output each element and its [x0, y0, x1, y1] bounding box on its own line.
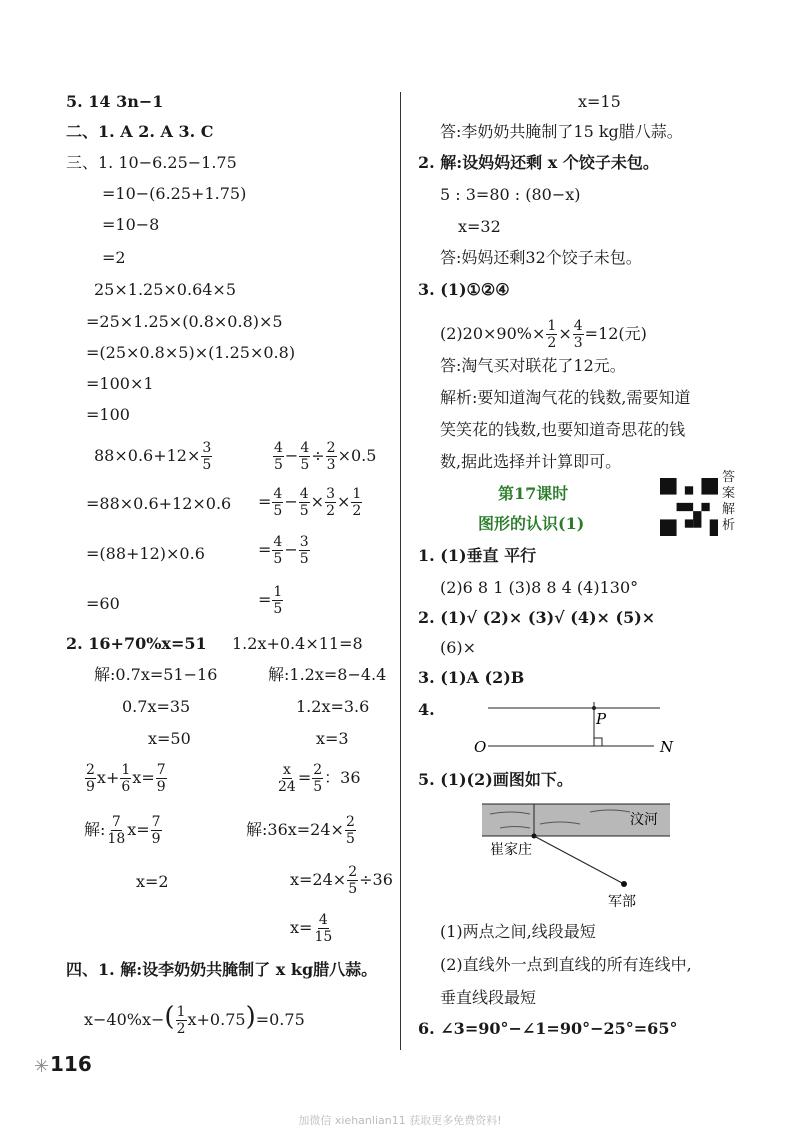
line: 5 : 3=80 : (80−x): [440, 185, 581, 204]
line: 答:淘气买对联花了12元。: [440, 356, 626, 375]
eq: 1.2x+0.4×11=8: [232, 634, 363, 653]
svg-text:O: O: [474, 738, 487, 756]
calc: = $\frac{1}{5}$: [258, 584, 283, 617]
line: =(25×0.8×5)×(1.25×0.8): [86, 343, 296, 362]
lesson-title: 第17课时: [498, 484, 569, 503]
analysis: 数,据此选择并计算即可。: [440, 452, 622, 471]
line: x=32: [458, 217, 501, 236]
eq: $\frac{x}{24}$ = $\frac{2}{5}$ ：36: [278, 762, 361, 795]
line: 答:妈妈还剩32个饺子未包。: [440, 248, 642, 267]
eq: 1.2x=3.6: [296, 697, 370, 716]
line: 5. 14 3n−1: [66, 92, 164, 111]
star-icon: ✳: [34, 1056, 50, 1077]
answer: 垂直线段最短: [440, 988, 537, 1007]
eq: x=3: [316, 729, 349, 748]
calc: = $\frac{4}{5}$ − $\frac{4}{5}$ × $\frac{3}{2}$ × $\frac{1}{2}$: [258, 486, 362, 519]
line: 2. 解:设妈妈还剩 x 个饺子未包。: [418, 153, 659, 172]
line: =100×1: [86, 374, 154, 393]
line: 3. (1)①②④: [418, 280, 510, 299]
line: =10−(6.25+1.75): [102, 184, 247, 203]
eq: 解:0.7x=51−16: [94, 665, 218, 684]
answer: (1)两点之间,线段最短: [440, 922, 596, 941]
line: =10−8: [102, 215, 160, 234]
perpendicular-diagram: [468, 694, 680, 760]
line: (2)20×90%× $\frac{1}{2}$ × $\frac{4}{3}$ =12(元): [440, 318, 647, 351]
eq: 解:36x=24× $\frac{2}{5}$: [246, 814, 355, 847]
section-4: 四、1. 解:设李奶奶共腌制了 x kg腊八蒜。: [66, 960, 378, 979]
eq: 解: $\frac{7}{18}$ x= $\frac{7}{9}$: [84, 814, 161, 847]
eq: 解:1.2x=8−4.4: [268, 665, 387, 684]
line: 二、1. A 2. A 3. C: [66, 122, 214, 141]
eq: x−40%x−( $\frac{1}{2}$ x+0.75)=0.75: [84, 1002, 305, 1037]
line: =25×1.25×(0.8×0.8)×5: [86, 312, 283, 331]
svg-text:P: P: [596, 710, 607, 728]
svg-text:汶河: 汶河: [630, 812, 658, 828]
analysis: 笑笑花的钱数,也要知道奇思花的钱: [440, 420, 686, 439]
river-diagram: [470, 798, 680, 916]
eq: x=2: [136, 872, 169, 891]
answer: 6. ∠3=90°−∠1=90°−25°=65°: [418, 1019, 678, 1038]
page-number: 116: [50, 1052, 92, 1076]
svg-text:崔家庄: 崔家庄: [490, 842, 532, 858]
line: =100: [86, 405, 130, 424]
answer: 5. (1)(2)画图如下。: [418, 770, 573, 789]
column-divider: [400, 92, 401, 1050]
eq: 0.7x=35: [122, 697, 191, 716]
eq: $\frac{2}{9}$ x+ $\frac{1}{6}$ x= $\frac{7}{9}$: [86, 762, 166, 795]
svg-text:军部: 军部: [608, 894, 636, 910]
calc: 88×0.6+12× $\frac{3}{5}$: [94, 440, 212, 473]
answer: 3. (1)A (2)B: [418, 668, 525, 687]
footer: 加微信 xiehanlian11 获取更多免费资料!: [298, 1114, 502, 1127]
line: =2: [102, 248, 126, 267]
qr-code-icon[interactable]: [660, 478, 718, 536]
answer: (6)×: [440, 638, 477, 657]
analysis: 解析:要知道淘气花的钱数,需要知道: [440, 388, 691, 407]
calc: = $\frac{4}{5}$ − $\frac{3}{5}$: [258, 534, 309, 567]
eq: x= $\frac{4}{15}$: [290, 912, 333, 945]
line: 25×1.25×0.64×5: [94, 280, 237, 299]
answer: 4.: [418, 700, 435, 719]
answer: (2)直线外一点到直线的所有连线中,: [440, 955, 692, 974]
calc: =88×0.6+12×0.6: [86, 494, 232, 513]
eq: 2. 16+70%x=51: [66, 634, 207, 653]
eq: x=24× $\frac{2}{5}$ ÷36: [290, 864, 393, 897]
line: x=15: [578, 92, 621, 111]
calc: =(88+12)×0.6: [86, 544, 205, 563]
answer: (2)6 8 1 (3)8 8 4 (4)130°: [440, 578, 639, 597]
topic-title: 图形的认识(1): [478, 514, 585, 533]
calc: =60: [86, 594, 120, 613]
calc: $\frac{4}{5}$ − $\frac{4}{5}$ ÷ $\frac{2}{3}$ ×0.5: [274, 440, 377, 473]
line: 答:李奶奶共腌制了15 kg腊八蒜。: [440, 122, 683, 141]
line: 三、1. 10−6.25−1.75: [66, 153, 237, 172]
qr-label: 答案解析: [722, 470, 736, 533]
eq: x=50: [148, 729, 191, 748]
svg-text:N: N: [660, 738, 674, 756]
answer: 1. (1)垂直 平行: [418, 546, 537, 565]
answer: 2. (1)√ (2)× (3)√ (4)× (5)×: [418, 608, 656, 627]
